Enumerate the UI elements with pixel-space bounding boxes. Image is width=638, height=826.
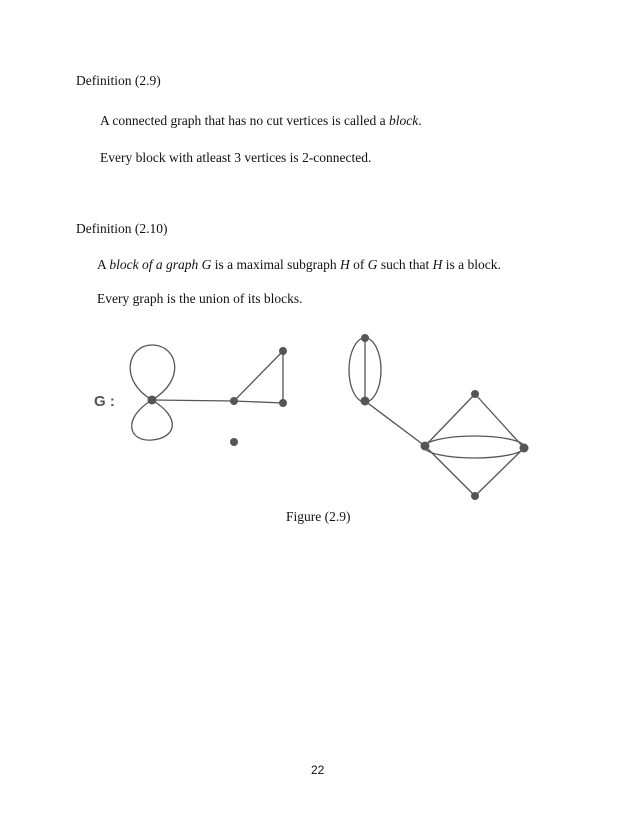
symbol-h: H — [340, 257, 350, 272]
loop-bottom — [132, 400, 173, 440]
symbol-g: G — [367, 257, 378, 272]
figure-caption: Figure (2.9) — [286, 509, 351, 524]
def2-b: is a maximal subgraph — [211, 257, 340, 272]
graph-label: G : — [94, 393, 115, 410]
definition-2-9-line1 — [100, 113, 422, 129]
vertex — [361, 397, 370, 406]
loop-top — [130, 345, 175, 400]
term-block-of-a-graph: block of a graph — [109, 257, 199, 272]
def2-c: of — [349, 257, 368, 272]
definition-2-9-line2: Every block with atleast 3 vertices is 2-connected. — [100, 150, 372, 165]
vertex — [279, 347, 287, 355]
edge — [234, 401, 283, 403]
vertex — [148, 396, 157, 405]
symbol-g: G — [201, 257, 212, 272]
def2-a: A — [97, 257, 110, 272]
edge — [425, 394, 475, 446]
vertex — [471, 390, 479, 398]
multi-edge-ellipse — [425, 436, 525, 458]
term-block: block — [389, 113, 419, 128]
edge — [234, 351, 283, 401]
definition-2-10-line2: Every graph is the union of its blocks. — [97, 291, 303, 306]
vertex — [421, 442, 430, 451]
vertex — [230, 438, 238, 446]
def1-line1-prefix: A connected graph that has no cut vertices is called a — [100, 113, 390, 128]
edge — [152, 400, 234, 401]
definition-2-10-line1 — [97, 257, 501, 273]
vertex — [520, 444, 529, 453]
def2-d: such that — [377, 257, 433, 272]
edge — [475, 394, 524, 448]
page-number: 22 — [311, 763, 325, 777]
vertex — [230, 397, 238, 405]
definition-2-9-title: Definition (2.9) — [76, 73, 161, 88]
def2-e: is a block. — [442, 257, 501, 272]
definition-2-10-title: Definition (2.10) — [76, 221, 168, 236]
edge — [475, 448, 524, 496]
symbol-h: H — [432, 257, 443, 272]
def1-line1-suffix: . — [418, 113, 422, 128]
vertex — [471, 492, 479, 500]
vertex — [279, 399, 287, 407]
vertex — [361, 334, 369, 342]
graph-figure — [0, 300, 638, 520]
edge — [365, 401, 425, 446]
